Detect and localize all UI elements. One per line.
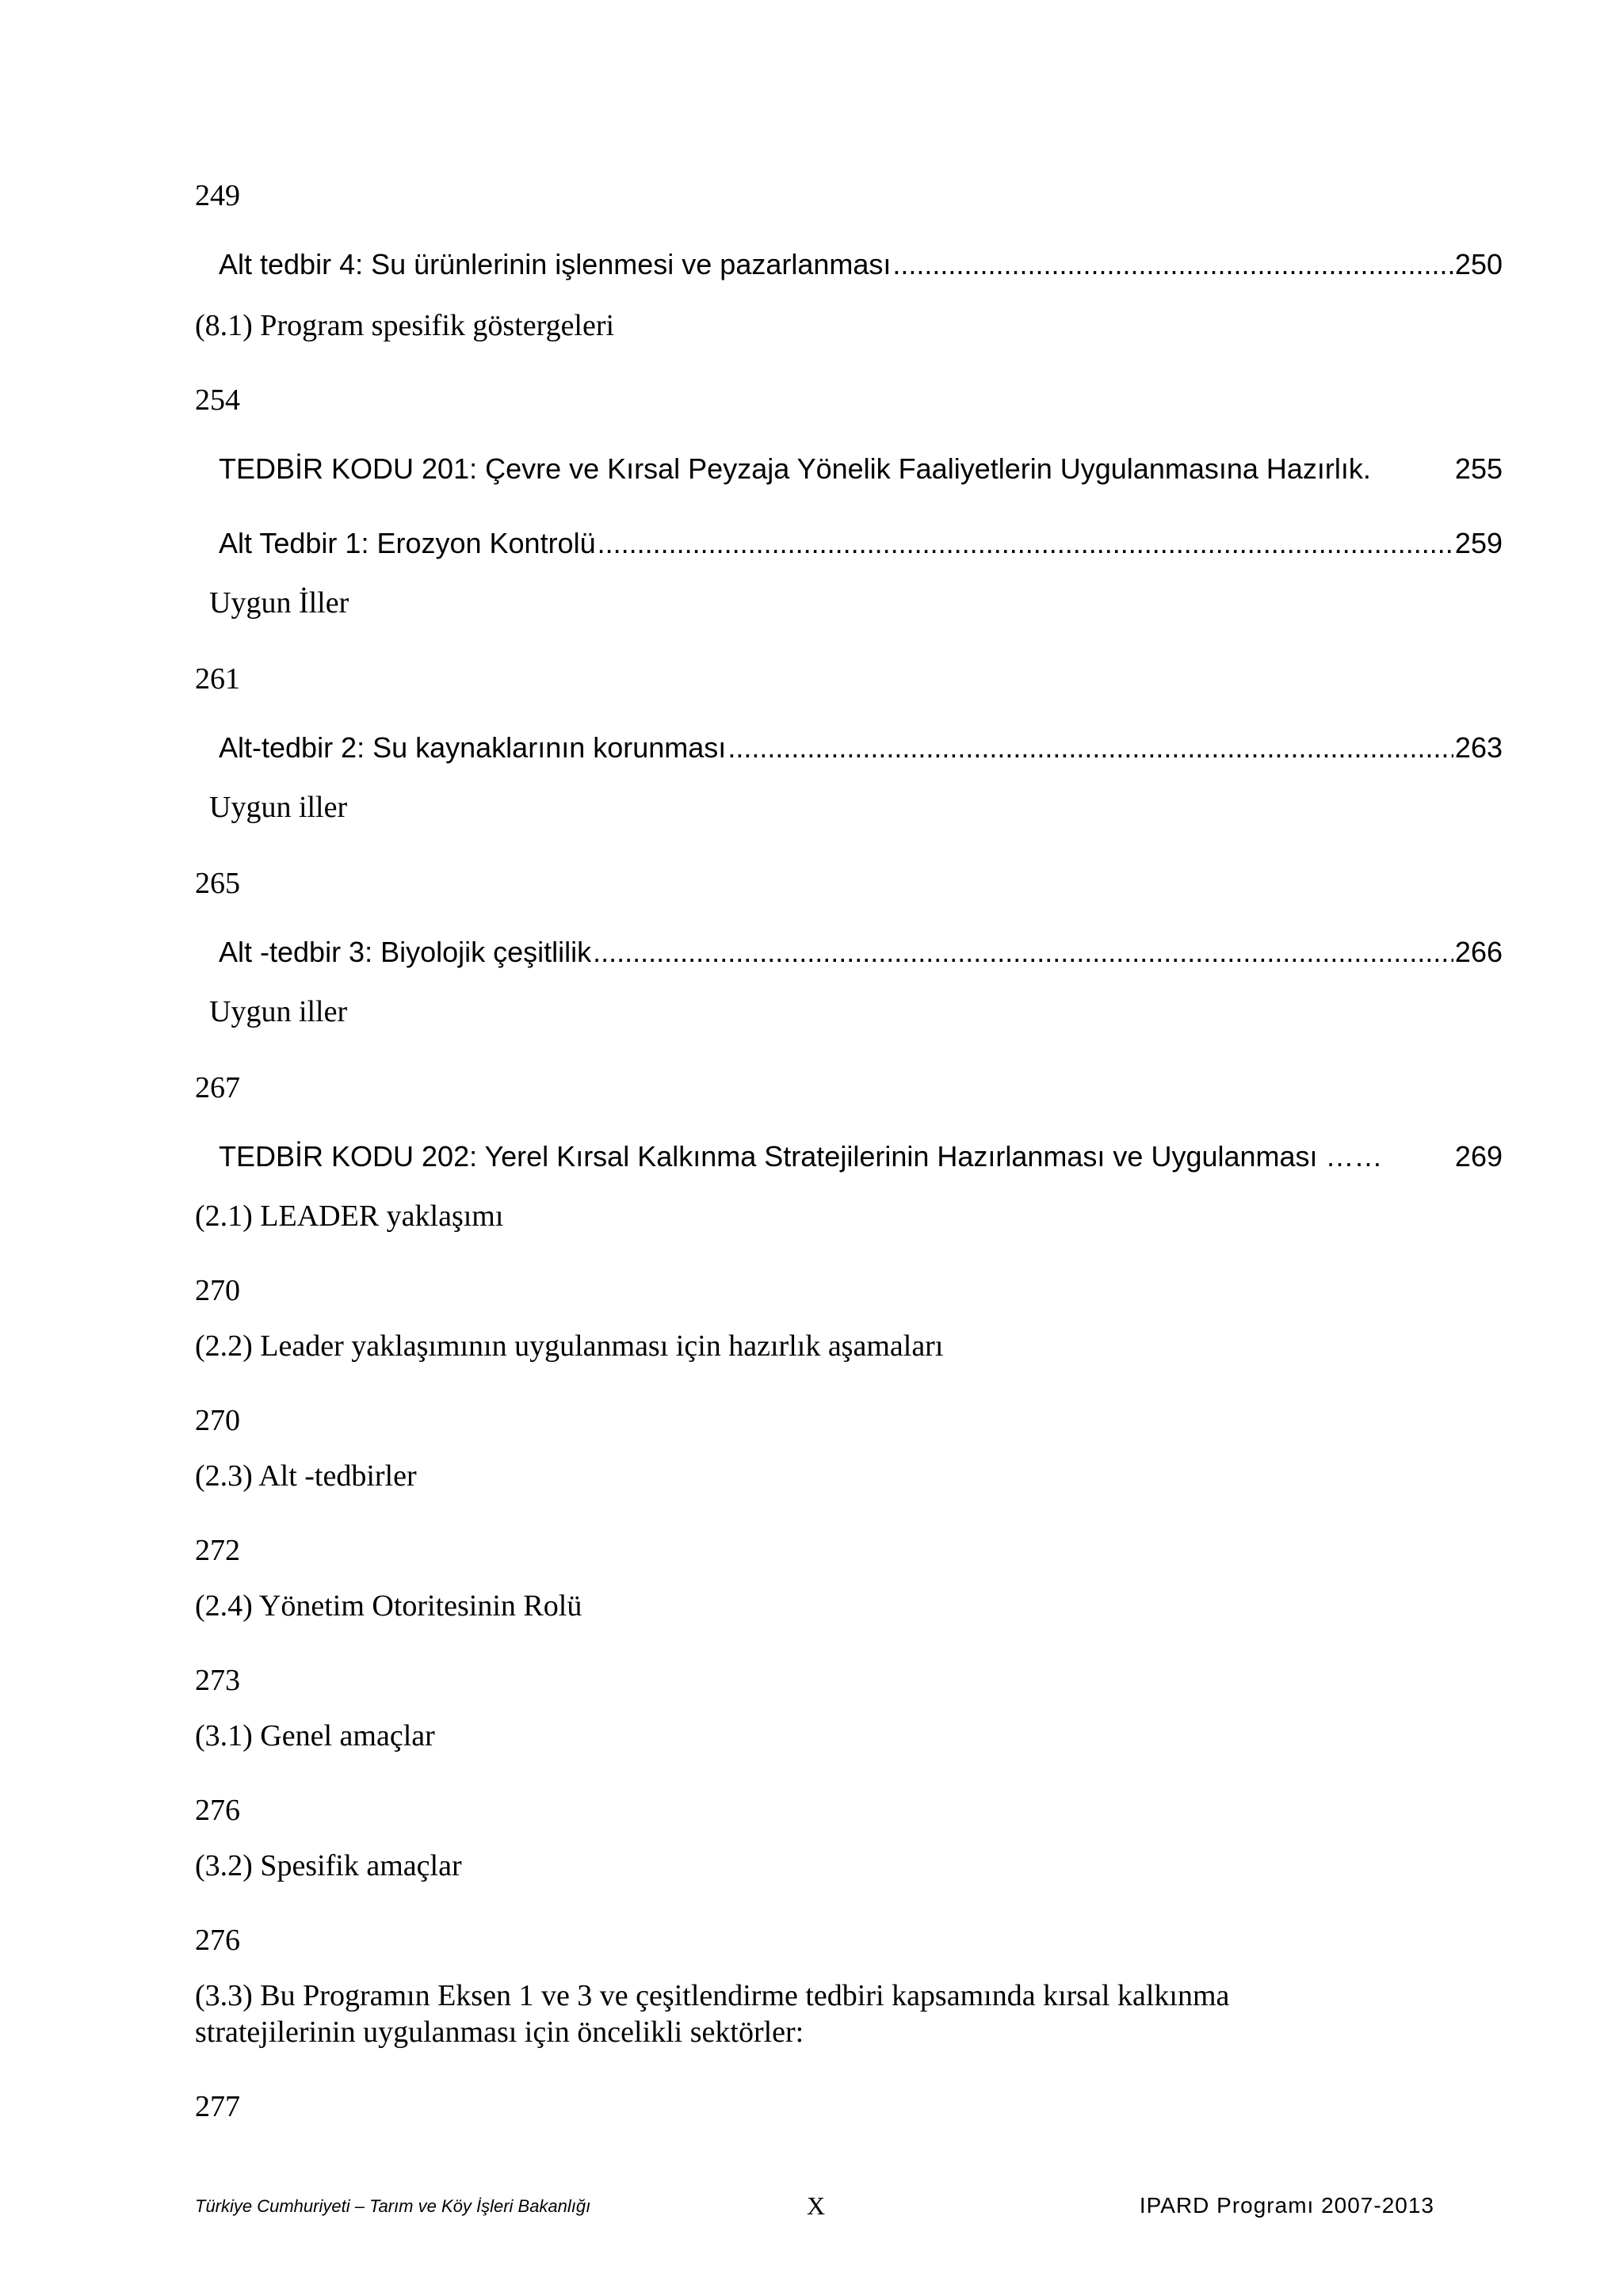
section-heading: (2.1) LEADER yaklaşımı bbox=[195, 1199, 504, 1233]
toc-entry bbox=[219, 247, 1503, 282]
toc-page-number: 255 bbox=[1454, 452, 1503, 485]
toc-entry bbox=[219, 935, 1503, 970]
toc-entry bbox=[219, 730, 1503, 765]
toc-entry-text: Alt tedbir 4: Su ürünlerinin işlenmesi ve pazarlanması bbox=[219, 248, 892, 280]
page-number-line: 272 bbox=[195, 1534, 240, 1567]
section-heading: (8.1) Program spesifik göstergeleri bbox=[195, 309, 615, 342]
footer-page-number: X bbox=[807, 2191, 826, 2220]
page-number-line: 270 bbox=[195, 1404, 240, 1437]
section-heading: Uygun iller bbox=[209, 995, 348, 1028]
footer-ministry: Türkiye Cumhuriyeti – Tarım ve Köy İşleri Bakanlığı bbox=[195, 2196, 591, 2216]
page-number-line: 273 bbox=[195, 1664, 240, 1697]
toc-entry bbox=[219, 1139, 1503, 1174]
section-heading: (2.4) Yönetim Otoritesinin Rolü bbox=[195, 1589, 582, 1623]
page-number-line: 270 bbox=[195, 1274, 240, 1307]
toc-entry bbox=[219, 526, 1503, 561]
section-heading: (2.3) Alt -tedbirler bbox=[195, 1459, 417, 1493]
toc-page-number: 269 bbox=[1454, 1140, 1503, 1173]
toc-entry-text: Alt-tedbir 2: Su kaynaklarının korunması bbox=[219, 731, 727, 764]
toc-leader-dots bbox=[892, 247, 1453, 282]
page-number-line: 254 bbox=[195, 383, 240, 417]
toc-leader-dots bbox=[727, 730, 1453, 765]
toc-page-number: 266 bbox=[1454, 936, 1503, 968]
page-number-line: 265 bbox=[195, 867, 240, 900]
page-number-line: 276 bbox=[195, 1794, 240, 1827]
section-heading: (2.2) Leader yaklaşımının uygulanması için hazırlık aşamaları bbox=[195, 1329, 944, 1363]
section-heading: Uygun İller bbox=[209, 586, 349, 620]
page-number-line: 276 bbox=[195, 1924, 240, 1957]
toc-leader-dots bbox=[598, 526, 1453, 561]
section-heading: Uygun iller bbox=[209, 791, 348, 824]
section-heading: (3.1) Genel amaçlar bbox=[195, 1719, 435, 1753]
section-heading: (3.3) Bu Programın Eksen 1 ve 3 ve çeşitlendirme tedbiri kapsamında kırsal kalkınma bbox=[195, 1979, 1230, 2012]
toc-page-number: 263 bbox=[1454, 731, 1503, 764]
section-heading-continuation: stratejilerinin uygulanması için öncelikli sektörler: bbox=[195, 2016, 804, 2049]
toc-page-number: 250 bbox=[1454, 248, 1503, 280]
toc-page-number: 259 bbox=[1454, 527, 1503, 559]
footer-program-title: IPARD Programı 2007-2013 bbox=[1139, 2193, 1434, 2218]
page-number-line: 261 bbox=[195, 662, 240, 696]
toc-entry bbox=[219, 452, 1503, 486]
toc-entry-text: TEDBİR KODU 202: Yerel Kırsal Kalkınma Stratejilerinin Hazırlanması ve Uygulanması …… bbox=[219, 1140, 1383, 1173]
toc-leader-dots bbox=[593, 935, 1453, 970]
page-number-line: 249 bbox=[195, 179, 240, 212]
page-number-line: 267 bbox=[195, 1071, 240, 1104]
page-number-line: 277 bbox=[195, 2090, 240, 2123]
toc-entry-text: TEDBİR KODU 201: Çevre ve Kırsal Peyzaja Yönelik Faaliyetlerin Uygulanmasına Hazırlık. bbox=[219, 452, 1371, 485]
section-heading: (3.2) Spesifik amaçlar bbox=[195, 1849, 462, 1882]
toc-entry-text: Alt -tedbir 3: Biyolojik çeşitlilik bbox=[219, 936, 592, 968]
toc-entry-text: Alt Tedbir 1: Erozyon Kontrolü bbox=[219, 527, 596, 559]
